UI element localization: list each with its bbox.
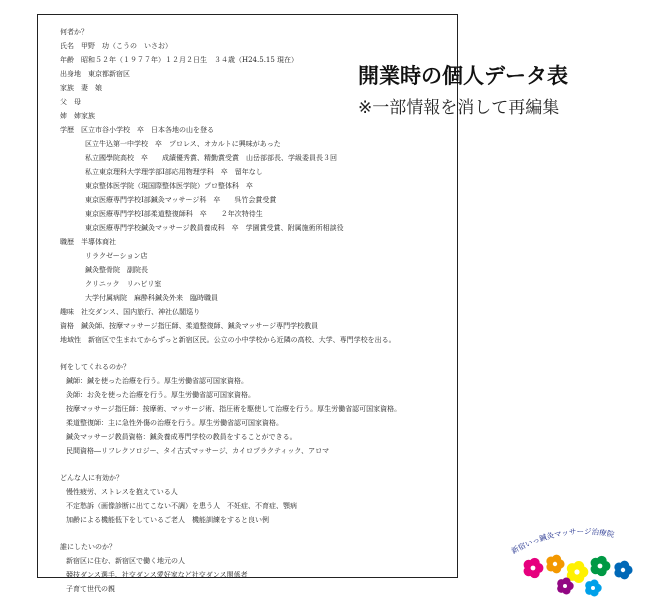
document-line: 資格 鍼灸師、按摩マッサージ指圧師、柔道整復師、鍼灸マッサージ専門学校教員 (60, 322, 319, 330)
document-line: 灸師：お灸を使った治療を行う。厚生労働省認可国家資格。 (66, 391, 255, 399)
document-line: 何者か？ (60, 28, 88, 36)
document-line: 不定愁訴（画像診断に出てこない不調）を患う人 不妊症、不育症、顎病 (66, 502, 297, 510)
document-line: リラクゼーション店 (85, 252, 148, 260)
logo-flower (524, 558, 544, 578)
document-line: 東京医療専門学校鍼灸マッサージ教員養成科 卒 学園賞受賞、附属施術所相談役 (85, 224, 344, 232)
page-title: 開業時の個人データ表 (358, 64, 568, 88)
document-line: 鍼灸整骨院 副院長 (85, 266, 148, 274)
logo-flower (585, 580, 602, 597)
document-line: 姉 姉家族 (60, 112, 95, 120)
logo-flower (591, 556, 611, 576)
document-line: 出身地 東京都新宿区 (60, 70, 130, 78)
document-line: 区立牛込第一中学校 卒 プロレス、オカルトに興味があった (85, 140, 281, 148)
document-line: 年齢 昭和５２年（１９７７年）１２月２日生 ３４歳（H24.5.15 現在） (60, 56, 299, 64)
document-line: 父 母 (60, 98, 81, 106)
page-subtitle: ※一部情報を消して再編集 (358, 98, 560, 118)
svg-text:新宿いっ鍼灸マッサージ治療院: 新宿いっ鍼灸マッサージ治療院 (509, 526, 616, 556)
document-line: 趣味 社交ダンス、国内旅行、神社仏閣巡り (60, 308, 201, 316)
document-line: 子育て世代の親 (66, 585, 115, 593)
document-line: 慢性疲労、ストレスを抱えている人 (66, 488, 178, 496)
document-line: 東京医療専門学校Ⅰ部柔道整復師科 卒 ２年次特待生 (85, 210, 263, 218)
document-line: 地域性 新宿区で生まれてからずっと新宿区民。公立の小中学校から近隣の高校、大学、専門学校を出る。 (60, 336, 396, 344)
document-line: どんな人に有効か？ (60, 474, 123, 482)
document-line: クリニック リハビリ室 (85, 280, 162, 288)
document-line: 私立國學院高校 卒 成績優秀賞、精勤賞受賞 山岳部部長、学級委員長３回 (85, 154, 337, 162)
document-line: 東京整体医学院（現国際整体医学院）プロ整体科 卒 (85, 182, 253, 190)
document-line: 大学付属病院 麻酔科鍼灸外来 臨時職員 (85, 294, 218, 302)
document-line: 職歴 半導体商社 (60, 238, 116, 246)
document-line: 新宿区に住む、新宿区で働く地元の人 (66, 557, 185, 565)
document-line: 鍼師：鍼を使った治療を行う。厚生労働省認可国家資格。 (66, 377, 248, 385)
document-line: 誰にしたいのか？ (60, 543, 116, 551)
document-line: 加齢による機能低下をしているご老人 機能訓練をすると良い例 (66, 516, 269, 524)
document-line: 民間資格―リフレクソロジー、タイ古式マッサージ、カイロプラクティック、アロマ (66, 447, 330, 455)
clinic-logo (505, 520, 655, 598)
document-line: 競技ダンス選手、社交ダンス愛好家など社交ダンス関係者 (66, 571, 248, 579)
document-line: 東京医療専門学校Ⅰ部鍼灸マッサージ科 卒 呉竹会賞受賞 (85, 196, 277, 204)
document-line: 氏名 甲野 功（こうの いさお） (60, 42, 172, 50)
document-line: 鍼灸マッサージ教員資格：鍼灸養成専門学校の教員をすることができる。 (66, 433, 297, 441)
document-line: 家族 妻 娘 (60, 84, 102, 92)
logo-flower (614, 561, 632, 580)
document-line: 私立東京理科大学理学部Ⅰ部応用物理学科 卒 留年なし (85, 168, 263, 176)
logo-flower (546, 555, 564, 574)
document-line: 学歴 区立市谷小学校 卒 日本各地の山を登る (60, 126, 214, 134)
document-line: 柔道整復師：主に急性外傷の治療を行う。厚生労働省認可国家資格。 (66, 419, 283, 427)
document-line: 何をしてくれるのか？ (60, 363, 130, 371)
document-line: 按摩マッサージ指圧師：按摩術、マッサージ術、指圧術を駆使して治療を行う。厚生労働省認可国家資格。 (66, 405, 402, 413)
